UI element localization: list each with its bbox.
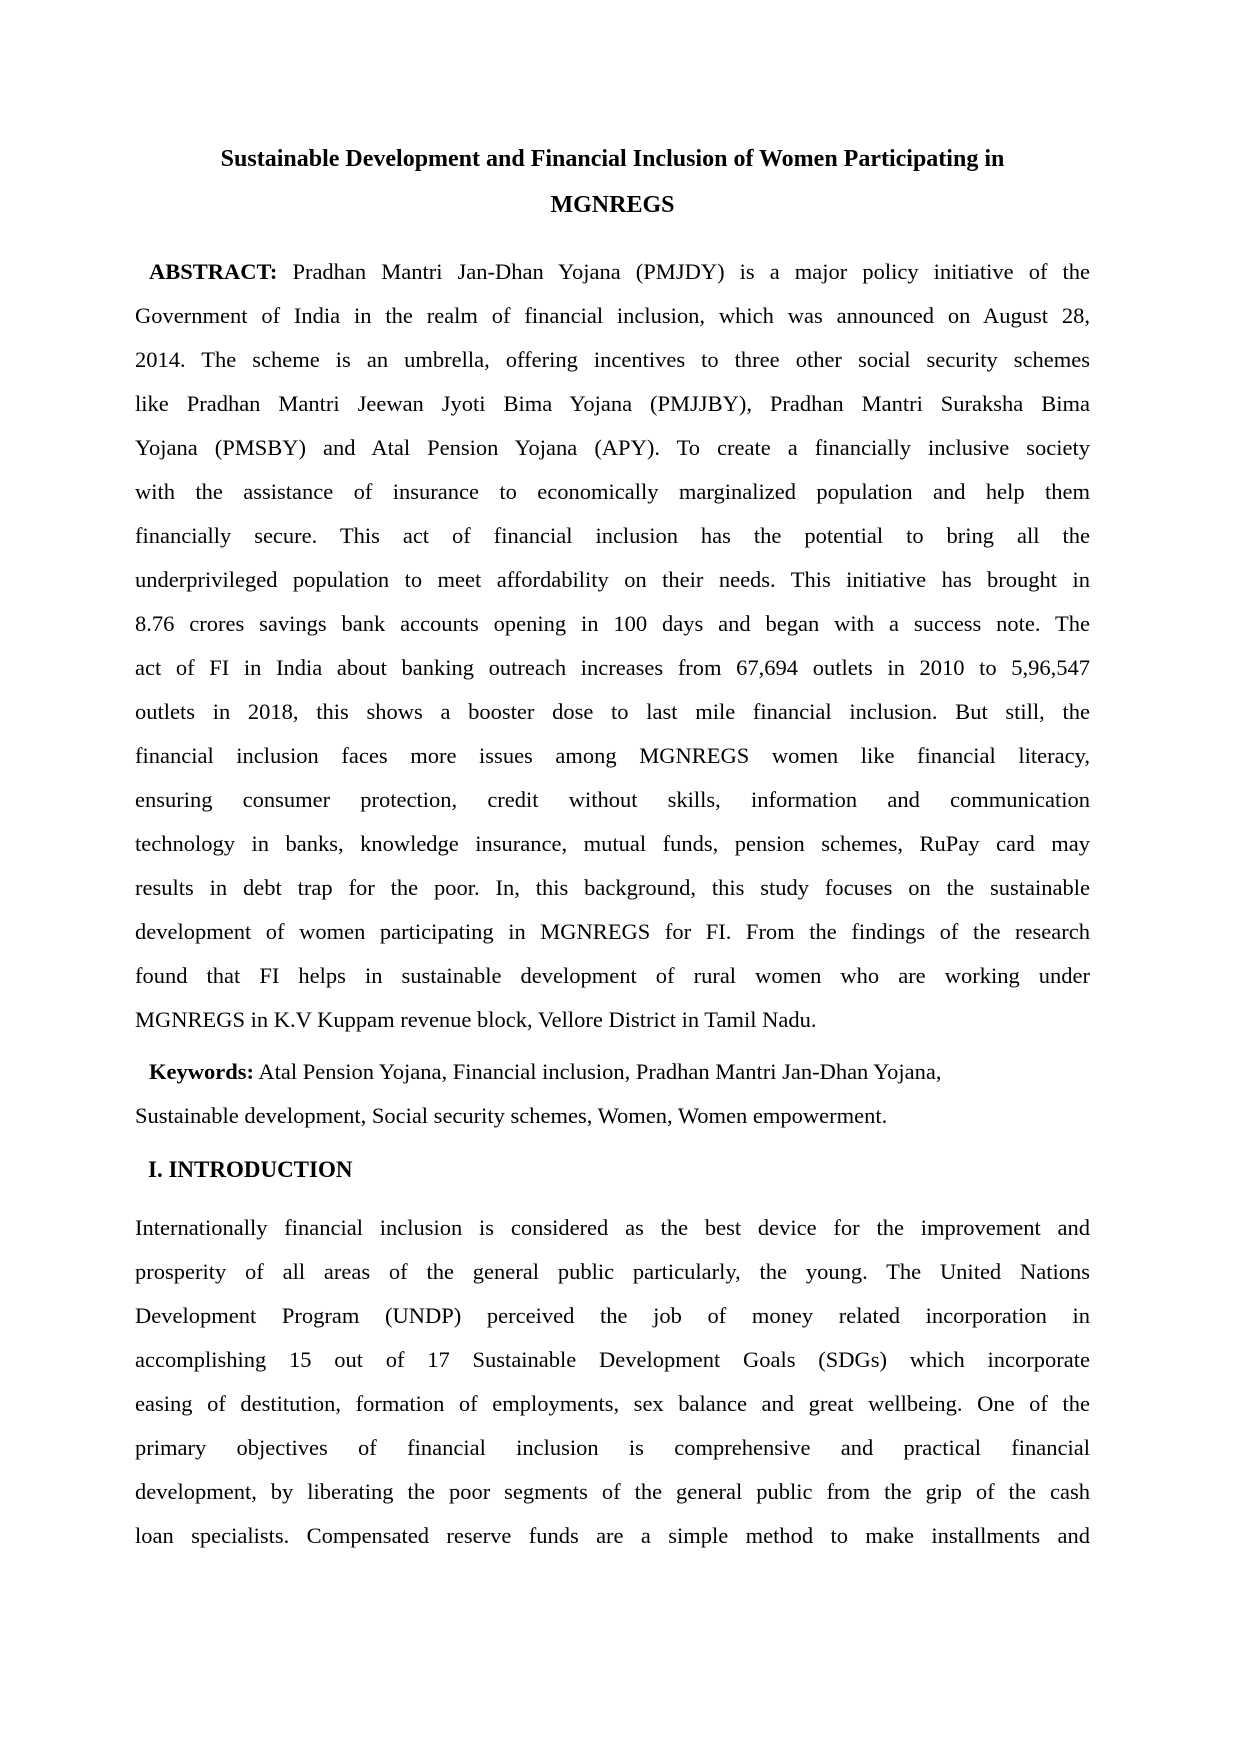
introduction-heading: I. INTRODUCTION [148, 1157, 353, 1182]
abstract-line: 2014. The scheme is an umbrella, offering incentives to three other social security schemes [135, 347, 1090, 372]
abstract-line: financially secure. This act of financial inclusion has the potential to bring all the [135, 523, 1090, 548]
abstract-line: MGNREGS in K.V Kuppam revenue block, Vellore District in Tamil Nadu. [135, 1007, 817, 1032]
introduction-line: development, by liberating the poor segments of the general public from the grip of the cash [135, 1479, 1090, 1504]
abstract-line: outlets in 2018, this shows a booster dose to last mile financial inclusion. But still, the [135, 699, 1090, 724]
introduction-line: prosperity of all areas of the general public particularly, the young. The United Nations [135, 1259, 1090, 1284]
abstract-line: ensuring consumer protection, credit without skills, information and communication [135, 787, 1090, 812]
abstract-line: financial inclusion faces more issues among MGNREGS women like financial literacy, [135, 743, 1090, 768]
abstract-line: underprivileged population to meet affordability on their needs. This initiative has brought in [135, 567, 1090, 592]
abstract-line: with the assistance of insurance to economically marginalized population and help them [135, 479, 1090, 504]
introduction-line: Internationally financial inclusion is considered as the best device for the improvement and [135, 1215, 1090, 1240]
abstract-line [135, 250, 1090, 294]
abstract-line: technology in banks, knowledge insurance, mutual funds, pension schemes, RuPay card may [135, 831, 1090, 856]
abstract-line: like Pradhan Mantri Jeewan Jyoti Bima Yojana (PMJJBY), Pradhan Mantri Suraksha Bima [135, 391, 1090, 416]
abstract-line: found that FI helps in sustainable development of rural women who are working under [135, 963, 1090, 988]
abstract-line: act of FI in India about banking outreach increases from 67,694 outlets in 2010 to 5,96,547 [135, 655, 1090, 680]
keywords-label: Keywords: [149, 1059, 254, 1084]
keywords-paragraph [135, 1050, 1090, 1138]
abstract-line: Government of India in the realm of financial inclusion, which was announced on August 28, [135, 303, 1090, 328]
title-line-1: Sustainable Development and Financial Inclusion of Women Participating in [220, 146, 1005, 172]
keywords-line: Sustainable development, Social security schemes, Women, Women empowerment. [135, 1103, 888, 1128]
abstract-line: results in debt trap for the poor. In, this background, this study focuses on the sustainable [135, 875, 1090, 900]
abstract-paragraph [135, 250, 1090, 1042]
introduction-paragraph [135, 1206, 1090, 1558]
introduction-line: loan specialists. Compensated reserve funds are a simple method to make installments and [135, 1523, 1090, 1548]
introduction-line: Development Program (UNDP) perceived the job of money related incorporation in [135, 1303, 1090, 1328]
abstract-line-text: Pradhan Mantri Jan-Dhan Yojana (PMJDY) is a major policy initiative of the [292, 259, 1090, 284]
page-title [135, 136, 1090, 228]
introduction-line: primary objectives of financial inclusion is comprehensive and practical financial [135, 1435, 1090, 1460]
keywords-line-text: Atal Pension Yojana, Financial inclusion, Pradhan Mantri Jan-Dhan Yojana, [258, 1059, 942, 1084]
abstract-line: Yojana (PMSBY) and Atal Pension Yojana (APY). To create a financially inclusive society [135, 435, 1090, 460]
abstract-line: 8.76 crores savings bank accounts opening in 100 days and began with a success note. The [135, 611, 1090, 636]
introduction-line: accomplishing 15 out of 17 Sustainable Development Goals (SDGs) which incorporate [135, 1347, 1090, 1372]
introduction-line: easing of destitution, formation of employments, sex balance and great wellbeing. One of the [135, 1391, 1090, 1416]
abstract-line: development of women participating in MGNREGS for FI. From the findings of the research [135, 919, 1090, 944]
title-line-2: MGNREGS [550, 192, 675, 218]
keywords-line [135, 1050, 1090, 1094]
abstract-label: ABSTRACT: [149, 259, 278, 284]
